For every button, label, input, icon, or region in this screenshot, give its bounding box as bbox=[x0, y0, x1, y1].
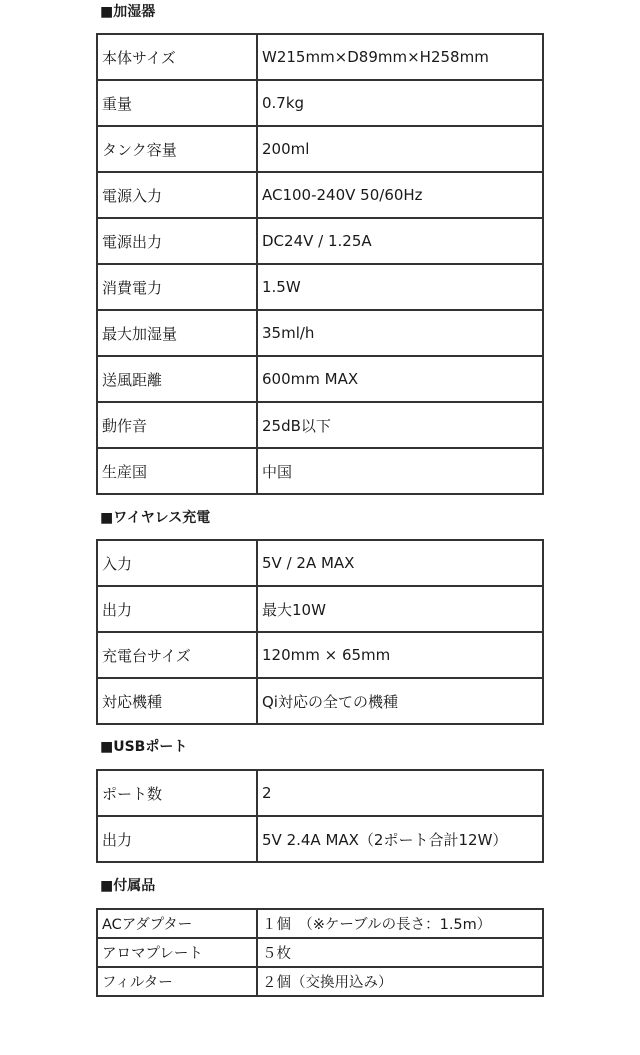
spec-label: 電源入力 bbox=[97, 172, 257, 218]
table-row bbox=[97, 938, 543, 967]
spec-value: Qi対応の全ての機種 bbox=[257, 678, 543, 724]
table-row bbox=[97, 264, 543, 310]
table-row bbox=[97, 172, 543, 218]
spec-value: 2 bbox=[257, 770, 543, 816]
spec-value: 200ml bbox=[257, 126, 543, 172]
spec-label: フィルター bbox=[97, 967, 257, 996]
table-row bbox=[97, 540, 543, 586]
spec-value: 120mm × 65mm bbox=[257, 632, 543, 678]
spec-label: 消費電力 bbox=[97, 264, 257, 310]
spec-label: 出力 bbox=[97, 816, 257, 862]
spec-value: 中国 bbox=[257, 448, 543, 494]
spec-label: 重量 bbox=[97, 80, 257, 126]
spec-label: 最大加湿量 bbox=[97, 310, 257, 356]
table-row bbox=[97, 218, 543, 264]
spec-value: 最大10W bbox=[257, 586, 543, 632]
spec-label: アロマプレート bbox=[97, 938, 257, 967]
table-row bbox=[97, 126, 543, 172]
spec-value: 35ml/h bbox=[257, 310, 543, 356]
section-title-accessories: ■付属品 bbox=[100, 878, 156, 894]
spec-label: タンク容量 bbox=[97, 126, 257, 172]
spec-label: 出力 bbox=[97, 586, 257, 632]
spec-value: １個 （※ケーブルの長さ：1.5m） bbox=[257, 909, 543, 938]
spec-value: W215mm×D89mm×H258mm bbox=[257, 34, 543, 80]
spec-label: ポート数 bbox=[97, 770, 257, 816]
spec-value: AC100-240V 50/60Hz bbox=[257, 172, 543, 218]
spec-value: 0.7kg bbox=[257, 80, 543, 126]
spec-value: 600mm MAX bbox=[257, 356, 543, 402]
table-row bbox=[97, 34, 543, 80]
spec-value: 5V / 2A MAX bbox=[257, 540, 543, 586]
section-title-usb-port: ■USBポート bbox=[100, 739, 188, 755]
table-row bbox=[97, 448, 543, 494]
spec-label: 送風距離 bbox=[97, 356, 257, 402]
table-row bbox=[97, 909, 543, 938]
spec-label: 動作音 bbox=[97, 402, 257, 448]
spec-value: 1.5W bbox=[257, 264, 543, 310]
table-row bbox=[97, 310, 543, 356]
section-title-wireless-charging: ■ワイヤレス充電 bbox=[100, 510, 211, 526]
table-row bbox=[97, 967, 543, 996]
table-row bbox=[97, 678, 543, 724]
wireless-charging-spec-table bbox=[96, 539, 544, 725]
spec-label: 対応機種 bbox=[97, 678, 257, 724]
spec-label: 充電台サイズ bbox=[97, 632, 257, 678]
spec-label: 本体サイズ bbox=[97, 34, 257, 80]
section-title-humidifier: ■加湿器 bbox=[100, 4, 156, 20]
table-row bbox=[97, 770, 543, 816]
humidifier-spec-table bbox=[96, 33, 544, 495]
table-row bbox=[97, 402, 543, 448]
spec-value: 25dB以下 bbox=[257, 402, 543, 448]
table-row bbox=[97, 816, 543, 862]
spec-label: 電源出力 bbox=[97, 218, 257, 264]
table-row bbox=[97, 586, 543, 632]
table-row bbox=[97, 632, 543, 678]
table-row bbox=[97, 80, 543, 126]
spec-value: 5V 2.4A MAX（2ポート合計12W） bbox=[257, 816, 543, 862]
spec-value: DC24V / 1.25A bbox=[257, 218, 543, 264]
spec-label: ACアダプター bbox=[97, 909, 257, 938]
accessories-table bbox=[96, 908, 544, 997]
usb-port-spec-table bbox=[96, 769, 544, 863]
spec-label: 入力 bbox=[97, 540, 257, 586]
spec-value: ２個（交換用込み） bbox=[257, 967, 543, 996]
spec-label: 生産国 bbox=[97, 448, 257, 494]
table-row bbox=[97, 356, 543, 402]
spec-value: ５枚 bbox=[257, 938, 543, 967]
